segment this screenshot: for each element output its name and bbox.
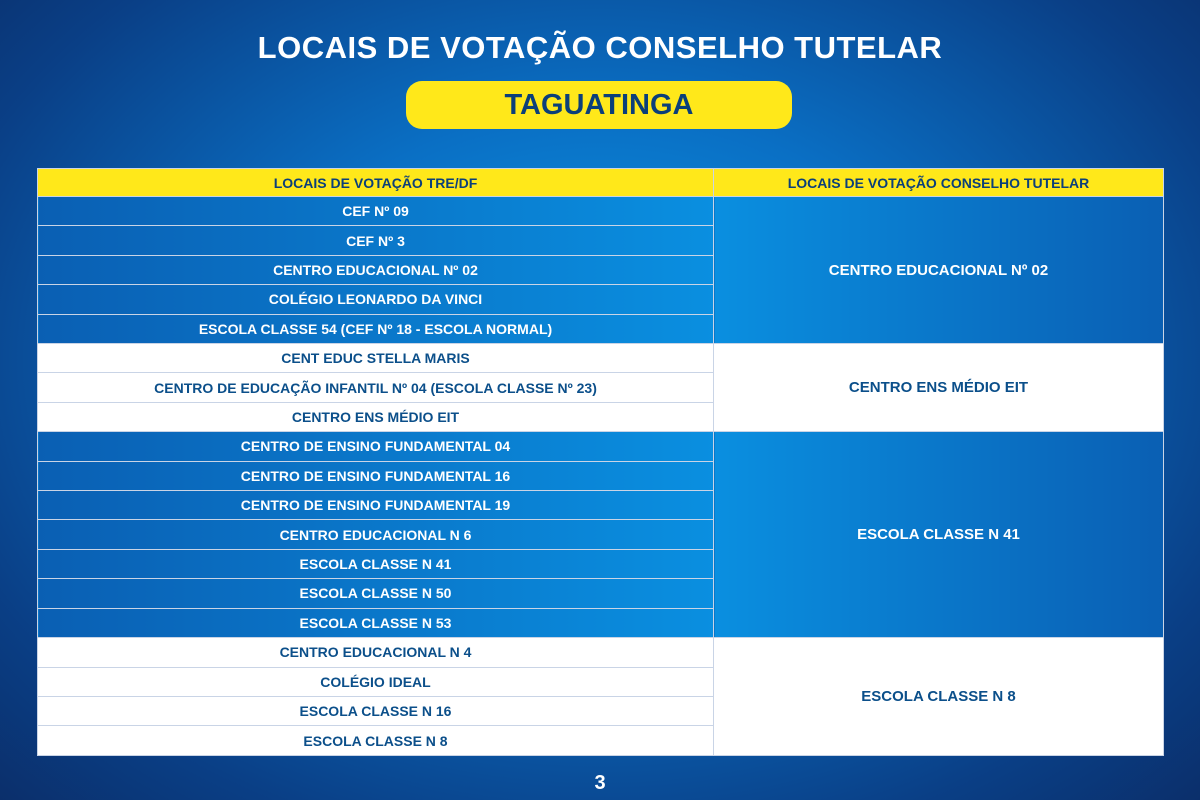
table-row — [38, 197, 1164, 226]
table-row — [38, 638, 1164, 667]
tre-location-cell: CEF Nº 09 — [38, 197, 714, 226]
tre-location-cell: CENTRO EDUCACIONAL N 6 — [38, 520, 714, 549]
tre-location-cell: ESCOLA CLASSE N 50 — [38, 579, 714, 608]
header-tre: LOCAIS DE VOTAÇÃO TRE/DF — [38, 169, 714, 197]
conselho-location-cell: ESCOLA CLASSE N 41 — [714, 432, 1164, 638]
region-badge: TAGUATINGA — [406, 81, 792, 129]
voting-locations-table — [37, 168, 1164, 756]
table-row — [38, 344, 1164, 373]
tre-location-cell: COLÉGIO IDEAL — [38, 667, 714, 696]
tre-location-cell: CEF Nº 3 — [38, 226, 714, 255]
tre-location-cell: ESCOLA CLASSE N 41 — [38, 549, 714, 578]
tre-location-cell: CENTRO EDUCACIONAL Nº 02 — [38, 255, 714, 284]
table-header-row — [38, 169, 1164, 197]
page-title: LOCAIS DE VOTAÇÃO CONSELHO TUTELAR — [257, 30, 943, 65]
tre-location-cell: CENTRO DE ENSINO FUNDAMENTAL 04 — [38, 432, 714, 461]
tre-location-cell: CENTRO DE ENSINO FUNDAMENTAL 19 — [38, 491, 714, 520]
tre-location-cell: CENTRO DE ENSINO FUNDAMENTAL 16 — [38, 461, 714, 490]
page-number: 3 — [594, 772, 606, 794]
tre-location-cell: CENT EDUC STELLA MARIS — [38, 344, 714, 373]
conselho-location-cell: CENTRO EDUCACIONAL Nº 02 — [714, 197, 1164, 344]
tre-location-cell: CENTRO DE EDUCAÇÃO INFANTIL Nº 04 (ESCOLA CLASSE Nº 23) — [38, 373, 714, 402]
conselho-location-cell: CENTRO ENS MÉDIO EIT — [714, 344, 1164, 432]
tre-location-cell: ESCOLA CLASSE N 8 — [38, 726, 714, 756]
tre-location-cell: ESCOLA CLASSE N 53 — [38, 608, 714, 637]
tre-location-cell: COLÉGIO LEONARDO DA VINCI — [38, 285, 714, 314]
tre-location-cell: ESCOLA CLASSE 54 (CEF Nº 18 - ESCOLA NORMAL) — [38, 314, 714, 343]
tre-location-cell: ESCOLA CLASSE N 16 — [38, 696, 714, 725]
table-row — [38, 432, 1164, 461]
tre-location-cell: CENTRO ENS MÉDIO EIT — [38, 402, 714, 431]
tre-location-cell: CENTRO EDUCACIONAL N 4 — [38, 638, 714, 667]
header-conselho: LOCAIS DE VOTAÇÃO CONSELHO TUTELAR — [714, 169, 1164, 197]
conselho-location-cell: ESCOLA CLASSE N 8 — [714, 638, 1164, 756]
